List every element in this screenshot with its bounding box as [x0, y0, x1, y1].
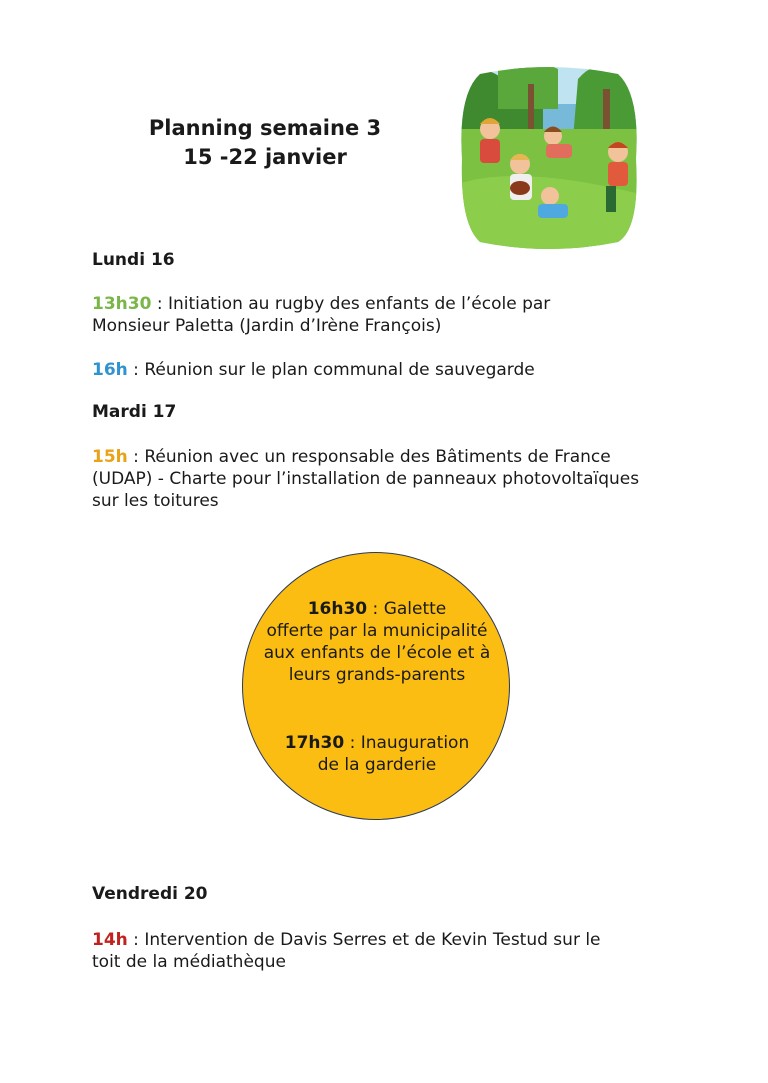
- event-mardi-1: 15h : Réunion avec un responsable des Bâtiments de France (UDAP) - Charte pour l’installation de panneaux photovoltaïques sur les toitures: [92, 446, 692, 512]
- day-heading-mardi: Mardi 17: [92, 402, 177, 422]
- event-text-line-1: Réunion avec un responsable des Bâtiments de France: [144, 447, 611, 467]
- title-line-2: 15 -22 janvier: [183, 145, 347, 169]
- day-heading-vendredi: Vendredi 20: [92, 884, 208, 904]
- event-text-line-2: toit de la médiathèque: [92, 952, 286, 972]
- event-time: 13h30: [92, 294, 152, 314]
- highlight-event-1: 16h30 : Galette offerte par la municipalité aux enfants de l’école et à leurs grands-parents: [263, 599, 491, 685]
- title-line-1: Planning semaine 3: [148, 116, 382, 140]
- event-time: 17h30: [284, 733, 345, 753]
- event-text-line-1: Intervention de Davis Serres et de Kevin Testud sur le: [144, 930, 601, 950]
- day-heading-lundi: Lundi 16: [92, 250, 175, 270]
- event-time: 15h: [92, 447, 128, 467]
- event-text-line-1: Initiation au rugby des enfants de l’école par: [167, 294, 551, 314]
- highlight-circle: [242, 552, 510, 820]
- highlight-event-2: 17h30 : Inauguration de la garderie: [284, 733, 470, 775]
- event-text-line-2: Monsieur Paletta (Jardin d’Irène François): [92, 316, 442, 336]
- event-lundi-2: 16h : Réunion sur le plan communal de sauvegarde: [92, 360, 535, 380]
- rugby-children-illustration: [458, 64, 640, 250]
- event-time: 14h: [92, 930, 128, 950]
- event-text-line-1: Réunion sur le plan communal de sauvegarde: [144, 360, 535, 380]
- event-text-line-3: sur les toitures: [92, 491, 219, 511]
- event-vendredi-1: 14h : Intervention de Davis Serres et de Kevin Testud sur le toit de la médiathèque: [92, 929, 692, 973]
- event-time: 16h: [92, 360, 128, 380]
- page-title: [120, 114, 410, 172]
- event-text-line-2: (UDAP) - Charte pour l’installation de panneaux photovoltaïques: [92, 469, 640, 489]
- event-time: 16h30: [307, 599, 368, 619]
- event-lundi-1: 13h30 : Initiation au rugby des enfants de l’école par Monsieur Paletta (Jardin d’Irène François): [92, 293, 692, 337]
